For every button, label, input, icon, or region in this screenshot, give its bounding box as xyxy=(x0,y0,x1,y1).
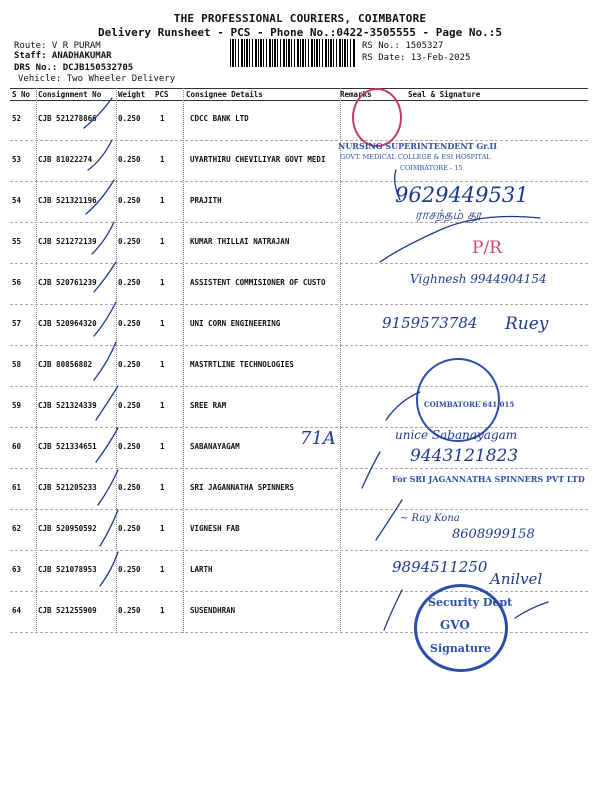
cell-sno: 63 xyxy=(12,565,22,574)
cell-weight: 0.250 xyxy=(118,155,141,164)
cell-consignment: CJB 521324339 xyxy=(38,401,97,410)
nursing-stamp-line1: NURSING SUPERINTENDENT Gr.II xyxy=(338,141,497,151)
cell-consignee: ASSISTENT COMMISIONER OF CUSTO xyxy=(190,278,326,287)
cell-pcs: 1 xyxy=(160,401,165,410)
cell-sno: 56 xyxy=(12,278,22,287)
signature-57: Ruey xyxy=(505,314,549,334)
cell-consignee: UNI CORN ENGINEERING xyxy=(190,319,281,328)
cell-pcs: 1 xyxy=(160,155,165,164)
cell-weight: 0.250 xyxy=(118,278,141,287)
tick-mark xyxy=(94,302,116,336)
cell-weight: 0.250 xyxy=(118,360,141,369)
cell-pcs: 1 xyxy=(160,442,165,451)
rs-date: RS Date: 13-Feb-2025 xyxy=(362,53,471,63)
cell-weight: 0.250 xyxy=(118,401,141,410)
nursing-stamp-line2: GOVT. MEDICAL COLLEGE & ESI HOSPITAL xyxy=(340,153,491,161)
cell-consignment: CJB 520761239 xyxy=(38,278,97,287)
phone-handwritten-63: 9894511250 xyxy=(392,558,488,576)
security-stamp-line3: Signature xyxy=(430,642,491,655)
cell-consignment: CJB 80856882 xyxy=(38,360,93,369)
signature-60b: unice Sabanayagam xyxy=(395,428,518,442)
cell-consignment: CJB 521321196 xyxy=(38,196,97,205)
cell-sno: 54 xyxy=(12,196,22,205)
signature-62a: ~ Ray Kona xyxy=(400,513,460,524)
cell-sno: 52 xyxy=(12,114,22,123)
tick-mark xyxy=(88,140,112,170)
cell-consignment: CJB 521334651 xyxy=(38,442,97,451)
cell-sno: 53 xyxy=(12,155,22,164)
cell-consignment: CJB 520964320 xyxy=(38,319,97,328)
cell-consignee: UYARTHIRU CHEVILIYAR GOVT MEDI xyxy=(190,155,326,164)
company-title: THE PROFESSIONAL COURIERS, COIMBATORE xyxy=(173,12,427,25)
tick-mark xyxy=(94,342,116,380)
col-remarks: Remarks xyxy=(340,90,372,99)
cell-weight: 0.250 xyxy=(118,237,141,246)
cell-consignee: SABANAYAGAM xyxy=(190,442,240,451)
cell-consignee: PRAJITH xyxy=(190,196,222,205)
cell-weight: 0.250 xyxy=(118,483,141,492)
cell-weight: 0.250 xyxy=(118,606,141,615)
tamil-signature-54: ராசந்தம் தூ xyxy=(415,208,481,223)
cell-consignee: SREE RAM xyxy=(190,401,227,410)
signature-60a: 71A xyxy=(300,428,336,449)
tick-mark xyxy=(384,590,402,630)
cell-pcs: 1 xyxy=(160,237,165,246)
cell-pcs: 1 xyxy=(160,196,165,205)
cell-weight: 0.250 xyxy=(118,114,141,123)
tick-mark xyxy=(94,262,116,292)
tick-mark xyxy=(96,386,118,420)
cell-consignee: SUSENDHRAN xyxy=(190,606,236,615)
tick-mark xyxy=(395,170,400,200)
security-stamp-line2: GVO xyxy=(440,618,470,632)
cell-consignment: CJB 521205233 xyxy=(38,483,97,492)
vehicle-label: Vehicle: Two Wheeler Delivery xyxy=(18,74,176,84)
phone-handwritten-60: 9443121823 xyxy=(410,446,519,466)
cell-consignment: CJB 81022274 xyxy=(38,155,93,164)
security-stamp-line1: Security Dept xyxy=(428,596,513,609)
col-seal: Seal & Signature xyxy=(408,90,481,99)
cell-weight: 0.250 xyxy=(118,565,141,574)
cell-sno: 57 xyxy=(12,319,22,328)
cell-sno: 61 xyxy=(12,483,22,492)
cell-sno: 58 xyxy=(12,360,22,369)
drs-label: DRS No.: DCJB150532705 xyxy=(14,63,134,73)
col-sno: S No xyxy=(12,90,31,99)
tick-mark xyxy=(376,500,402,540)
cell-pcs: 1 xyxy=(160,319,165,328)
cell-consignment: CJB 521272139 xyxy=(38,237,97,246)
pr-mark: P/R xyxy=(472,238,502,258)
cell-pcs: 1 xyxy=(160,114,165,123)
tick-mark xyxy=(100,552,118,586)
tick-mark xyxy=(386,392,420,420)
cell-consignment: CJB 521078953 xyxy=(38,565,97,574)
staff-label: Staff: ANADHAKUMAR xyxy=(14,51,112,61)
phone-handwritten-62: 8608999158 xyxy=(452,527,535,542)
route-label: Route: V R PURAM xyxy=(14,41,101,51)
cell-sno: 60 xyxy=(12,442,22,451)
phone-handwritten-54: 9629449531 xyxy=(395,183,529,207)
cell-pcs: 1 xyxy=(160,606,165,615)
tick-mark xyxy=(84,98,112,128)
tick-mark xyxy=(380,217,540,263)
tick-mark xyxy=(515,602,548,618)
cell-pcs: 1 xyxy=(160,565,165,574)
col-pcs: PCS xyxy=(155,90,169,99)
cell-weight: 0.250 xyxy=(118,196,141,205)
cell-consignment: CJB 521278866 xyxy=(38,114,97,123)
tick-mark xyxy=(96,428,118,462)
tick-mark xyxy=(362,452,380,488)
tick-mark xyxy=(98,470,118,505)
cell-consignment: CJB 521255909 xyxy=(38,606,97,615)
cell-weight: 0.250 xyxy=(118,524,141,533)
cell-sno: 64 xyxy=(12,606,22,615)
col-consignment: Consignment No xyxy=(38,90,102,99)
cell-pcs: 1 xyxy=(160,524,165,533)
cell-consignee: CDCC BANK LTD xyxy=(190,114,249,123)
signature-63: Anilvel xyxy=(490,570,543,588)
tick-mark xyxy=(92,222,114,254)
cell-consignee: VIGNESH FAB xyxy=(190,524,240,533)
cell-weight: 0.250 xyxy=(118,319,141,328)
runsheet-subtitle: Delivery Runsheet - PCS - Phone No.:0422-3505555 - Page No.:5 xyxy=(98,26,502,39)
signature-56: Vighnesh 9944904154 xyxy=(410,272,547,286)
col-consignee: Consignee Details xyxy=(186,90,263,99)
cell-sno: 62 xyxy=(12,524,22,533)
cell-consignee: MASTRTLINE TECHNOLOGIES xyxy=(190,360,294,369)
cell-pcs: 1 xyxy=(160,360,165,369)
cell-consignment: CJB 520950592 xyxy=(38,524,97,533)
cell-weight: 0.250 xyxy=(118,442,141,451)
cell-pcs: 1 xyxy=(160,278,165,287)
rs-number: RS No.: 1505327 xyxy=(362,41,444,51)
tick-mark xyxy=(100,510,118,546)
phone-handwritten-57: 9159573784 xyxy=(382,314,478,332)
nursing-stamp-line3: COIMBATORE - 15 xyxy=(400,164,463,172)
col-weight: Weight xyxy=(118,90,146,99)
company-stamp-61: For SRI JAGANNATHA SPINNERS PVT LTD xyxy=(392,474,585,484)
cell-consignee: KUMAR THILLAI NATRAJAN xyxy=(190,237,290,246)
cell-pcs: 1 xyxy=(160,483,165,492)
coimbatore-stamp-text: COIMBATORE 641 015 xyxy=(424,400,515,409)
cell-sno: 59 xyxy=(12,401,22,410)
cell-sno: 55 xyxy=(12,237,22,246)
cell-consignee: LARTH xyxy=(190,565,213,574)
tick-mark xyxy=(86,180,114,214)
cell-consignee: SRI JAGANNATHA SPINNERS xyxy=(190,483,294,492)
